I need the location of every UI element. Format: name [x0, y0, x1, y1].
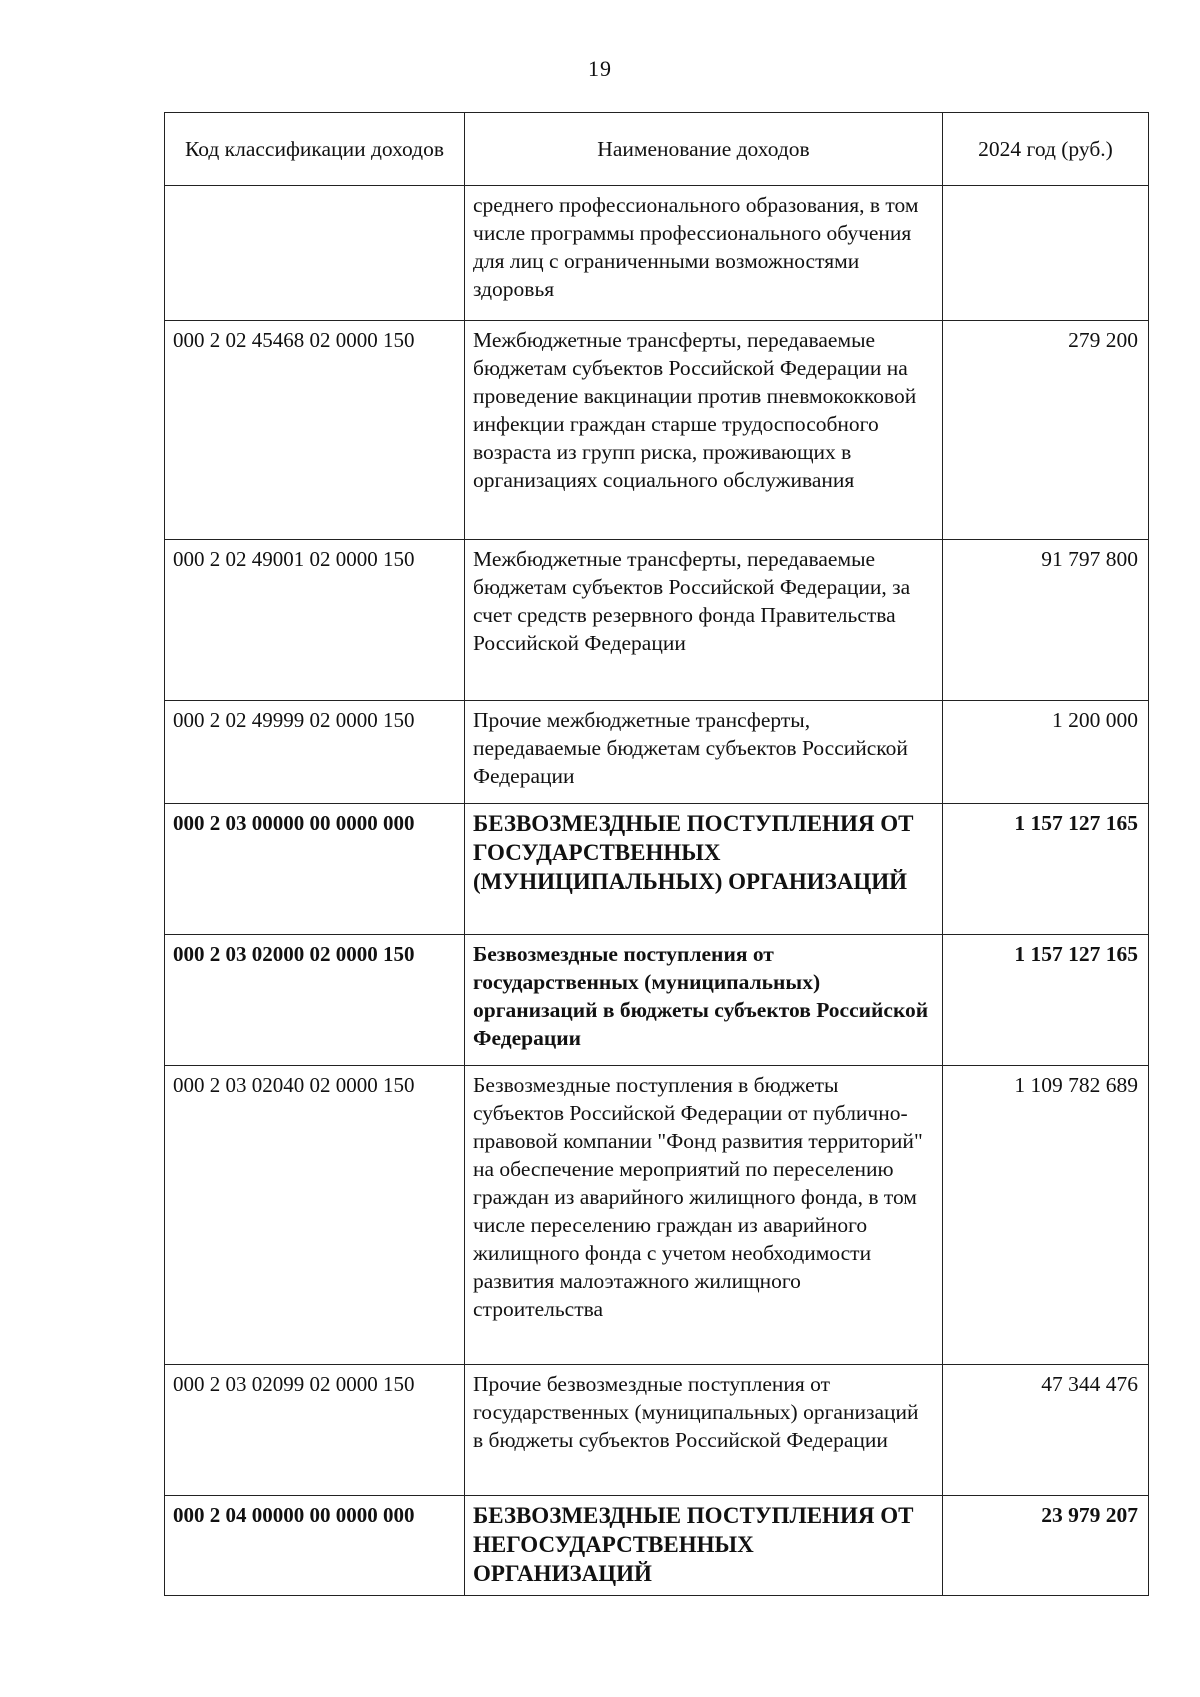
row-amount: 1 109 782 689 — [943, 1066, 1149, 1365]
row-amount: 47 344 476 — [943, 1365, 1149, 1496]
table-row-section — [165, 804, 1149, 935]
row-code: 000 2 03 02040 02 0000 150 — [165, 1066, 465, 1365]
table-row-section — [165, 1496, 1149, 1596]
row-name: Прочие безвозмездные поступления от государственных (муниципальных) организаций в бюджеты субъектов Российской Федерации — [465, 1365, 943, 1496]
row-name: Межбюджетные трансферты, передаваемые бюджетам субъектов Российской Федерации, за счет средств резервного фонда Правительства Российской Федерации — [465, 540, 943, 701]
row-name: БЕЗВОЗМЕЗДНЫЕ ПОСТУПЛЕНИЯ ОТ ГОСУДАРСТВЕННЫХ (МУНИЦИПАЛЬНЫХ) ОРГАНИЗАЦИЙ — [465, 804, 943, 935]
row-name: Межбюджетные трансферты, передаваемые бюджетам субъектов Российской Федерации на проведение вакцинации против пневмококковой инфекции граждан старше трудоспособного возраста из групп риска, проживающих в организациях социального обслуживания — [465, 321, 943, 540]
table-row — [165, 701, 1149, 804]
row-amount — [943, 186, 1149, 321]
row-amount: 1 157 127 165 — [943, 935, 1149, 1066]
page-number: 19 — [588, 56, 612, 81]
row-code: 000 2 04 00000 00 0000 000 — [165, 1496, 465, 1596]
row-amount: 1 200 000 — [943, 701, 1149, 804]
table-header — [165, 113, 1149, 186]
header-amount: 2024 год (руб.) — [943, 113, 1149, 186]
row-code: 000 2 02 49999 02 0000 150 — [165, 701, 465, 804]
table-row — [165, 1365, 1149, 1496]
table-row — [165, 321, 1149, 540]
table-row — [165, 1066, 1149, 1365]
row-name: Безвозмездные поступления в бюджеты субъектов Российской Федерации от публично-правовой компании "Фонд развития территорий" на обеспечение мероприятий по переселению граждан из аварийного жилищного фонда, в том числе переселению граждан из аварийного жилищного фонда с учетом необходимости развития малоэтажного жилищного строительства — [465, 1066, 943, 1365]
row-name: Безвозмездные поступления от государственных (муниципальных) организаций в бюджеты субъектов Российской Федерации — [465, 935, 943, 1066]
row-amount: 1 157 127 165 — [943, 804, 1149, 935]
row-amount: 23 979 207 — [943, 1496, 1149, 1596]
header-code: Код классификации доходов — [165, 113, 465, 186]
row-code: 000 2 03 02000 02 0000 150 — [165, 935, 465, 1066]
table-row-subsection — [165, 935, 1149, 1066]
row-amount: 91 797 800 — [943, 540, 1149, 701]
row-code: 000 2 03 02099 02 0000 150 — [165, 1365, 465, 1496]
header-row — [165, 113, 1149, 186]
header-name: Наименование доходов — [465, 113, 943, 186]
row-name: БЕЗВОЗМЕЗДНЫЕ ПОСТУПЛЕНИЯ ОТ НЕГОСУДАРСТВЕННЫХ ОРГАНИЗАЦИЙ — [465, 1496, 943, 1596]
table-row — [165, 540, 1149, 701]
table-body — [165, 186, 1149, 1596]
row-name: среднего профессионального образования, в том числе программы профессионального обучения для лиц с ограниченными возможностями здоровья — [465, 186, 943, 321]
revenue-table — [164, 112, 1149, 1596]
row-code: 000 2 02 49001 02 0000 150 — [165, 540, 465, 701]
table-row — [165, 186, 1149, 321]
row-code: 000 2 03 00000 00 0000 000 — [165, 804, 465, 935]
row-code: 000 2 02 45468 02 0000 150 — [165, 321, 465, 540]
row-name: Прочие межбюджетные трансферты, передаваемые бюджетам субъектов Российской Федерации — [465, 701, 943, 804]
row-amount: 279 200 — [943, 321, 1149, 540]
row-code — [165, 186, 465, 321]
